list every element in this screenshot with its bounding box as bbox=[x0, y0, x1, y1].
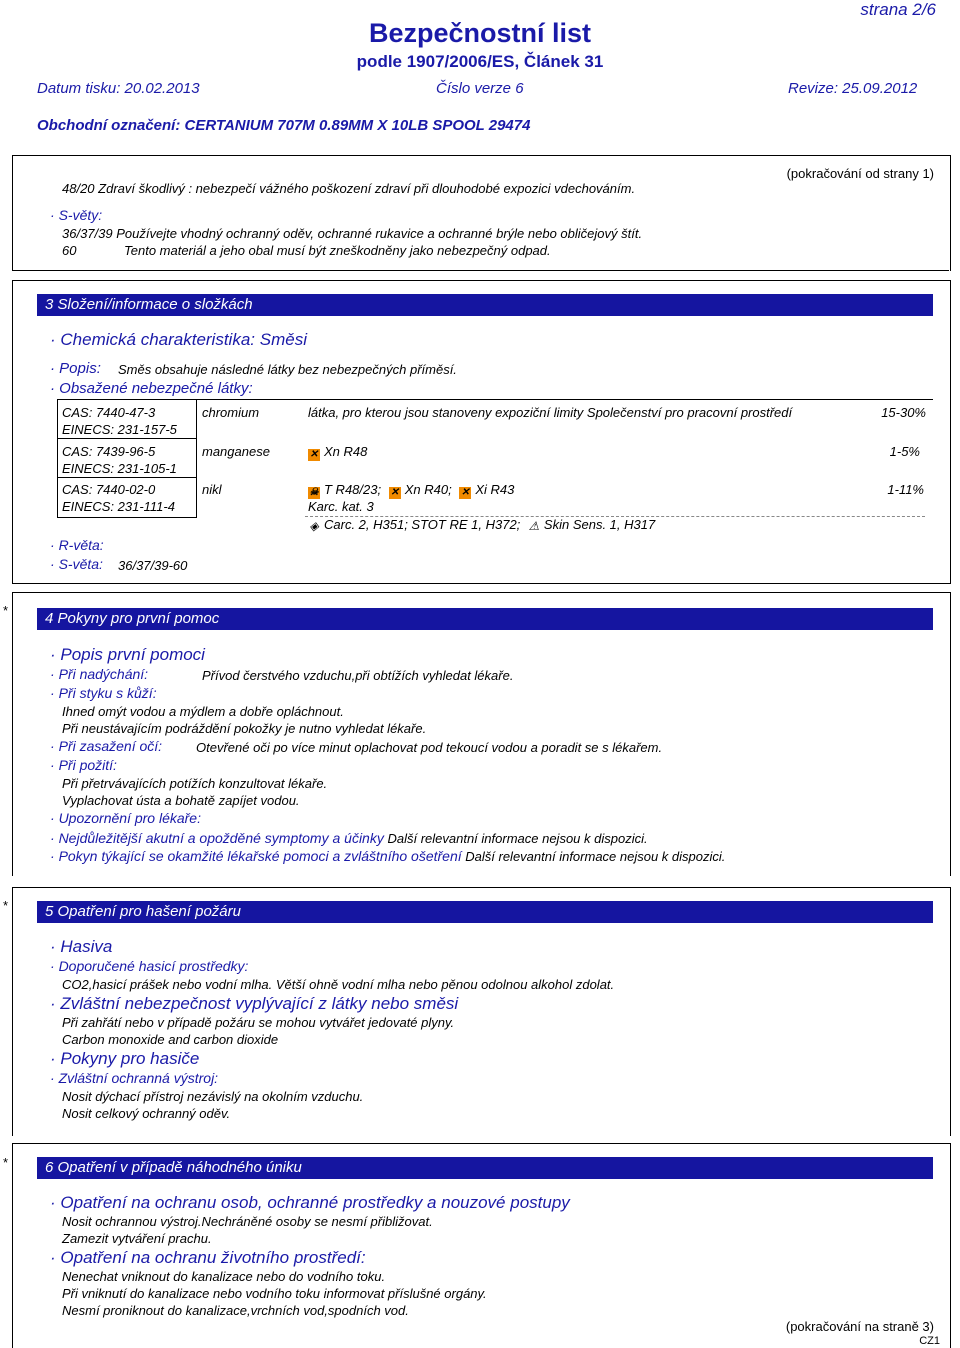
toxic-skull-icon: ☠ bbox=[309, 487, 319, 498]
table-row-line bbox=[57, 438, 197, 439]
continued-on-next-page: (pokračování na straně 3) bbox=[785, 1319, 934, 1334]
personal-precautions-label: · Opatření na ochranu osob, ochranné prostředky a nouzové postupy bbox=[50, 1193, 570, 1213]
harmful-x-icon: ✕ bbox=[309, 449, 319, 460]
table-cell-clp bbox=[308, 517, 655, 532]
treatment-text: Další relevantní informace nejsou k dispozici. bbox=[465, 849, 726, 864]
table-cell-class bbox=[308, 444, 367, 461]
environmental-precautions-text: Nenechat vniknout do kanalizace nebo do vodního toku. bbox=[62, 1269, 386, 1284]
trade-name: Obchodní označení: CERTANIUM 707M 0.89MM X 10LB SPOOL 29474 bbox=[37, 117, 531, 134]
table-col-line bbox=[196, 399, 197, 517]
table-cell-percent: 1-5% bbox=[889, 444, 920, 459]
clp-text: Skin Sens. 1, H317 bbox=[543, 517, 656, 532]
first-aid-description: · Popis první pomoci bbox=[50, 645, 205, 665]
changed-marker: * bbox=[3, 603, 9, 618]
ingestion-label: · Při požití: bbox=[50, 757, 117, 773]
class-text: T R48/23; bbox=[324, 482, 382, 497]
description-label: · Popis: bbox=[50, 360, 101, 377]
treatment-label: · Pokyn týkající se okamžité lékařské pomoci a zvláštního ošetření bbox=[50, 848, 462, 864]
firefighters-advice: · Pokyny pro hasiče bbox=[50, 1049, 199, 1069]
symptoms-row bbox=[50, 830, 648, 846]
table-cell-einecs: EINECS: 231-157-5 bbox=[62, 422, 177, 437]
skin-contact-text: Ihned omýt vodou a mýdlem a dobře opláchnout. bbox=[62, 704, 344, 719]
table-cell-class bbox=[308, 482, 514, 499]
ingestion-text: Vyplachovat ústa a bohatě zapíjet vodou. bbox=[62, 793, 300, 808]
s-phrase-value: 36/37/39-60 bbox=[118, 558, 188, 573]
section4-title: 4 Pokyny pro první pomoc bbox=[37, 608, 933, 630]
s-phrases-label: · S-věty: bbox=[50, 207, 102, 223]
r-phrase-label: · R-věta: bbox=[50, 537, 104, 553]
personal-precautions-text: Zamezit vytváření prachu. bbox=[62, 1231, 212, 1246]
table-cell-percent: 1-11% bbox=[887, 482, 924, 497]
environmental-precautions-text: Při vniknutí do kanalizace nebo vodního toku informovat příslušné orgány. bbox=[62, 1286, 487, 1301]
symptoms-label: · Nejdůležitější akutní a opožděné symptomy a účinky bbox=[50, 830, 384, 846]
language-code: CZ1 bbox=[919, 1335, 940, 1347]
environmental-precautions-text: Nesmí proniknout do kanalizace,vrchních vod,spodních vod. bbox=[62, 1303, 409, 1318]
class-text: Xn R48 bbox=[324, 444, 368, 459]
protective-equipment-text: Nosit dýchací přístroj nezávislý na okolním vzduchu. bbox=[62, 1089, 364, 1104]
irritant-x-icon: ✕ bbox=[461, 487, 470, 498]
table-cell-einecs: EINECS: 231-111-4 bbox=[62, 499, 175, 514]
table-top-line bbox=[57, 399, 933, 400]
table-cell-percent: 15-30% bbox=[881, 405, 926, 420]
divider bbox=[12, 270, 949, 271]
exclamation-icon: ⚠ bbox=[528, 519, 540, 533]
special-hazards-text: Při zahřátí nebo v případě požáru se mohou vytvářet jedovaté plyny. bbox=[62, 1015, 455, 1030]
class-text: Xi R43 bbox=[475, 482, 515, 497]
protective-equipment-label: · Zvláštní ochranná výstroj: bbox=[50, 1070, 218, 1086]
personal-precautions-text: Nosit ochrannou výstroj.Nechráněné osoby se nesmí přibližovat. bbox=[62, 1214, 433, 1229]
changed-marker: * bbox=[3, 898, 9, 913]
document-title: Bezpečnostní list bbox=[368, 18, 592, 48]
chemical-characterization: · Chemická charakteristika: Směsi bbox=[50, 330, 307, 350]
table-cell-cas: CAS: 7439-96-5 bbox=[62, 444, 156, 459]
environmental-precautions-label: · Opatření na ochranu životního prostředí: bbox=[50, 1248, 366, 1268]
description-text: Směs obsahuje následné látky bez nebezpečných příměsí. bbox=[118, 362, 457, 377]
document-subtitle: podle 1907/2006/ES, Článek 31 bbox=[356, 52, 604, 71]
skin-contact-label: · Při styku s kůží: bbox=[50, 685, 157, 701]
symptoms-text: Další relevantní informace nejsou k dispozici. bbox=[387, 831, 648, 846]
section3-title: 3 Složení/informace o složkách bbox=[37, 294, 933, 316]
page-number: strana 2/6 bbox=[860, 0, 936, 19]
s-phrase-60-text: Tento materiál a jeho obal musí být zneškodněny jako nebezpečný odpad. bbox=[124, 243, 551, 258]
s-phrase-label: · S-věta: bbox=[50, 556, 103, 572]
version-number: Číslo verze 6 bbox=[436, 80, 524, 97]
table-cell-name: manganese bbox=[202, 444, 270, 459]
inhalation-label: · Při nadýchání: bbox=[50, 666, 148, 682]
harmful-x-icon: ✕ bbox=[390, 487, 399, 498]
risk-phrase-48-20: 48/20 Zdraví škodlivý : nebezpečí vážného poškození zdraví při dlouhodobé expozici vdechováním. bbox=[62, 181, 636, 196]
table-cell-cas: CAS: 7440-47-3 bbox=[62, 405, 156, 420]
continuation-from: (pokračování od strany 1) bbox=[786, 166, 934, 181]
hazardous-substances-label: · Obsažené nebezpečné látky: bbox=[50, 380, 253, 397]
table-cell-class: látka, pro kterou jsou stanoveny expoziční limity Společenství pro pracovní prostředí bbox=[308, 405, 793, 420]
recommended-media-text: CO2,hasicí prášek nebo vodní mlha. Větší ohně vodní mlha nebo pěnou odolnou alkohol zdolat. bbox=[62, 977, 615, 992]
doctor-note-label: · Upozornění pro lékaře: bbox=[50, 810, 201, 826]
skin-contact-text: Při neustávajícím podráždění pokožky je nutno vyhledat lékaře. bbox=[62, 721, 427, 736]
eye-contact-text: Otevřené oči po více minut oplachovat pod tekoucí vodou a poradit se s lékařem. bbox=[196, 740, 663, 755]
class-text: Xn R40; bbox=[404, 482, 452, 497]
recommended-media-label: · Doporučené hasicí prostředky: bbox=[50, 958, 248, 974]
section6-title: 6 Opatření v případě náhodného úniku bbox=[37, 1157, 933, 1179]
ingestion-text: Při přetrvávajících potížích konzultovat lékaře. bbox=[62, 776, 328, 791]
treatment-row bbox=[50, 848, 725, 864]
inhalation-text: Přívod čerstvého vzduchu,při obtížích vyhledat lékaře. bbox=[202, 668, 514, 683]
table-cell-name: chromium bbox=[202, 405, 260, 420]
print-date: Datum tisku: 20.02.2013 bbox=[37, 80, 200, 97]
table-row-line bbox=[57, 517, 197, 518]
section5-title: 5 Opatření pro hašení požáru bbox=[37, 901, 933, 923]
clp-text: Carc. 2, H351; STOT RE 1, H372; bbox=[324, 517, 521, 532]
table-cell-name: nikl bbox=[202, 482, 222, 497]
special-hazards-label: · Zvláštní nebezpečnost vyplývající z látky nebo směsi bbox=[50, 994, 458, 1014]
table-left-line bbox=[57, 399, 58, 517]
revision-date: Revize: 25.09.2012 bbox=[788, 80, 918, 97]
special-hazards-text: Carbon monoxide and carbon dioxide bbox=[62, 1032, 279, 1047]
s-phrase-36-37-39: 36/37/39 Používejte vhodný ochranný oděv, ochranné rukavice a ochranné brýle nebo obličejový štít. bbox=[62, 226, 643, 241]
protective-equipment-text: Nosit celkový ochranný oděv. bbox=[62, 1106, 231, 1121]
changed-marker: * bbox=[3, 1155, 9, 1170]
health-hazard-icon: ◈ bbox=[309, 519, 319, 533]
table-cell-class-cat: Karc. kat. 3 bbox=[308, 499, 374, 514]
table-cell-cas: CAS: 7440-02-0 bbox=[62, 482, 156, 497]
extinguishing-media: · Hasiva bbox=[50, 937, 112, 957]
table-row-line bbox=[57, 477, 197, 478]
table-cell-einecs: EINECS: 231-105-1 bbox=[62, 461, 177, 476]
eye-contact-label: · Při zasažení očí: bbox=[50, 738, 162, 754]
s-phrase-60-code: 60 bbox=[62, 243, 77, 258]
